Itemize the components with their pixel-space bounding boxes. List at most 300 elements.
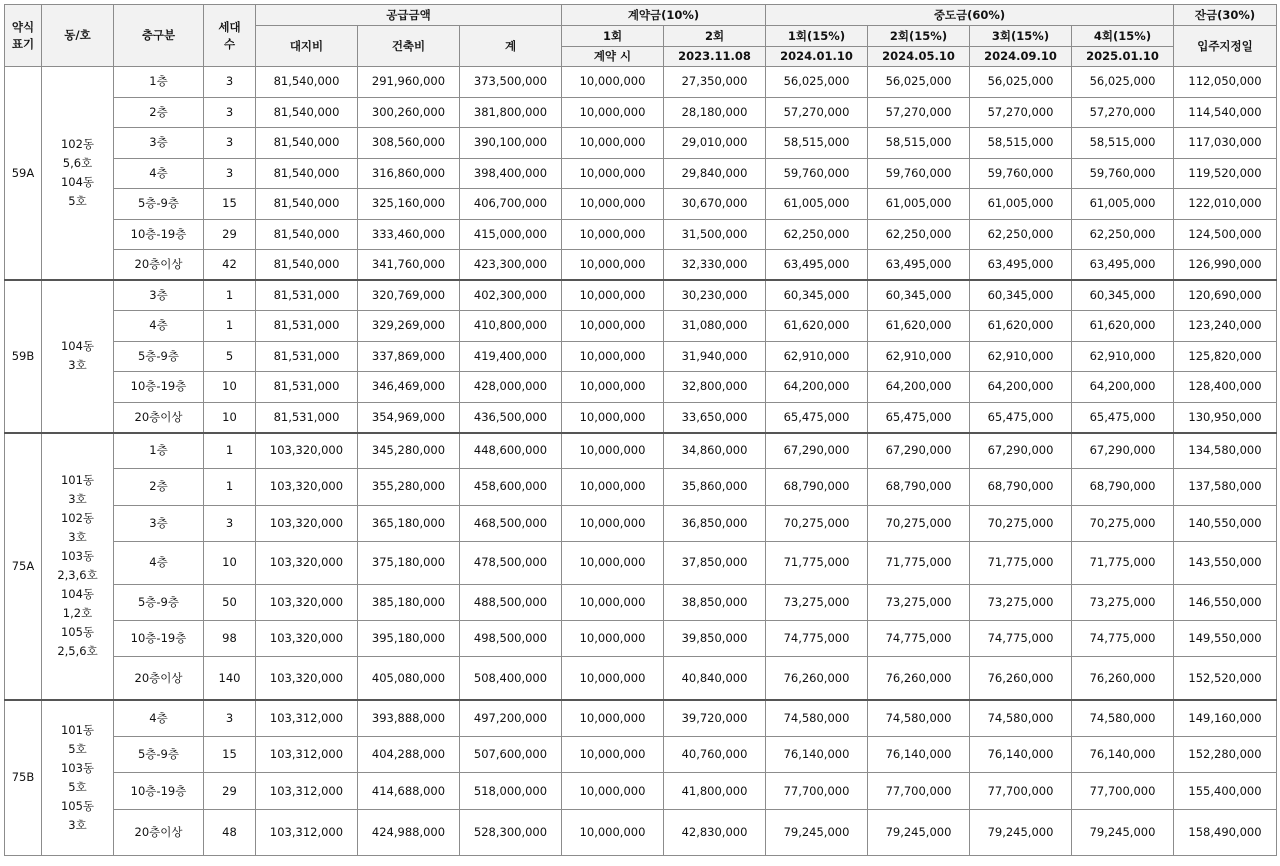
building-cost-cell: 316,860,000: [358, 158, 460, 189]
contract-2-cell: 29,010,000: [664, 128, 766, 159]
balance-cell: 120,690,000: [1174, 280, 1277, 311]
contract-1-cell: 10,000,000: [562, 736, 664, 773]
land-cost-cell: 103,320,000: [256, 657, 358, 700]
middle-4-cell: 59,760,000: [1072, 158, 1174, 189]
floor-cell: 20층이상: [114, 402, 204, 433]
building-cost-cell: 375,180,000: [358, 541, 460, 584]
building-cost-cell: 424,988,000: [358, 809, 460, 855]
balance-cell: 122,010,000: [1174, 189, 1277, 220]
contract-2-cell: 42,830,000: [664, 809, 766, 855]
header-contract-1: 1회: [562, 26, 664, 47]
middle-1-cell: 60,345,000: [766, 280, 868, 311]
middle-2-cell: 60,345,000: [868, 280, 970, 311]
total-cell: 448,600,000: [460, 433, 562, 469]
balance-cell: 130,950,000: [1174, 402, 1277, 433]
total-cell: 458,600,000: [460, 469, 562, 505]
contract-1-cell: 10,000,000: [562, 280, 664, 311]
land-cost-cell: 103,312,000: [256, 736, 358, 773]
middle-2-cell: 62,910,000: [868, 341, 970, 372]
middle-2-cell: 67,290,000: [868, 433, 970, 469]
table-row: [5, 541, 1277, 584]
middle-3-cell: 64,200,000: [970, 372, 1072, 403]
contract-1-cell: 10,000,000: [562, 158, 664, 189]
unit-type-cell: 59B: [5, 280, 42, 433]
table-row: [5, 372, 1277, 403]
contract-1-cell: 10,000,000: [562, 67, 664, 98]
middle-1-cell: 61,005,000: [766, 189, 868, 220]
land-cost-cell: 103,312,000: [256, 700, 358, 737]
households-cell: 3: [204, 67, 256, 98]
floor-cell: 5층-9층: [114, 341, 204, 372]
unit-type-cell: 75B: [5, 700, 42, 856]
contract-1-cell: 10,000,000: [562, 505, 664, 541]
building-cost-cell: 308,560,000: [358, 128, 460, 159]
land-cost-cell: 103,312,000: [256, 809, 358, 855]
header-middle-4: 4회(15%): [1072, 26, 1174, 47]
middle-4-cell: 76,260,000: [1072, 657, 1174, 700]
middle-2-cell: 57,270,000: [868, 97, 970, 128]
middle-2-cell: 70,275,000: [868, 505, 970, 541]
balance-cell: 140,550,000: [1174, 505, 1277, 541]
households-cell: 3: [204, 700, 256, 737]
households-cell: 15: [204, 189, 256, 220]
total-cell: 478,500,000: [460, 541, 562, 584]
middle-4-cell: 67,290,000: [1072, 433, 1174, 469]
building-cost-cell: 300,260,000: [358, 97, 460, 128]
floor-cell: 5층-9층: [114, 189, 204, 220]
land-cost-cell: 81,540,000: [256, 97, 358, 128]
middle-4-cell: 64,200,000: [1072, 372, 1174, 403]
building-cost-cell: 354,969,000: [358, 402, 460, 433]
middle-2-cell: 74,775,000: [868, 621, 970, 657]
middle-3-cell: 63,495,000: [970, 250, 1072, 281]
header-dong: 동/호: [42, 5, 114, 67]
balance-cell: 114,540,000: [1174, 97, 1277, 128]
middle-1-cell: 68,790,000: [766, 469, 868, 505]
contract-1-cell: 10,000,000: [562, 773, 664, 810]
building-cost-cell: 341,760,000: [358, 250, 460, 281]
contract-2-cell: 31,500,000: [664, 219, 766, 250]
middle-3-cell: 70,275,000: [970, 505, 1072, 541]
households-cell: 10: [204, 402, 256, 433]
households-cell: 3: [204, 505, 256, 541]
middle-2-cell: 62,250,000: [868, 219, 970, 250]
building-cost-cell: 395,180,000: [358, 621, 460, 657]
middle-4-cell: 79,245,000: [1072, 809, 1174, 855]
dong-ho-cell: 101동 5호 103동 5호 105동 3호: [42, 700, 114, 856]
middle-3-cell: 62,910,000: [970, 341, 1072, 372]
total-cell: 497,200,000: [460, 700, 562, 737]
supply-price-table: [4, 4, 1277, 856]
middle-2-cell: 63,495,000: [868, 250, 970, 281]
total-cell: 390,100,000: [460, 128, 562, 159]
header-middle-3: 3회(15%): [970, 26, 1072, 47]
contract-1-cell: 10,000,000: [562, 657, 664, 700]
header-middle-4-date: 2025.01.10: [1072, 47, 1174, 67]
balance-cell: 149,550,000: [1174, 621, 1277, 657]
balance-cell: 117,030,000: [1174, 128, 1277, 159]
floor-cell: 2층: [114, 469, 204, 505]
header-middle-2-date: 2024.05.10: [868, 47, 970, 67]
balance-cell: 123,240,000: [1174, 311, 1277, 342]
middle-4-cell: 74,775,000: [1072, 621, 1174, 657]
header-type: 약식 표기: [5, 5, 42, 67]
header-floor: 층구분: [114, 5, 204, 67]
balance-cell: 134,580,000: [1174, 433, 1277, 469]
middle-3-cell: 67,290,000: [970, 433, 1072, 469]
table-row: [5, 700, 1277, 737]
table-header: [5, 5, 1277, 67]
middle-1-cell: 74,775,000: [766, 621, 868, 657]
total-cell: 518,000,000: [460, 773, 562, 810]
middle-3-cell: 61,620,000: [970, 311, 1072, 342]
building-cost-cell: 365,180,000: [358, 505, 460, 541]
middle-2-cell: 64,200,000: [868, 372, 970, 403]
middle-4-cell: 63,495,000: [1072, 250, 1174, 281]
contract-2-cell: 28,180,000: [664, 97, 766, 128]
middle-1-cell: 67,290,000: [766, 433, 868, 469]
floor-cell: 4층: [114, 700, 204, 737]
middle-3-cell: 62,250,000: [970, 219, 1072, 250]
contract-1-cell: 10,000,000: [562, 469, 664, 505]
middle-2-cell: 79,245,000: [868, 809, 970, 855]
building-cost-cell: 385,180,000: [358, 584, 460, 620]
middle-4-cell: 60,345,000: [1072, 280, 1174, 311]
contract-1-cell: 10,000,000: [562, 584, 664, 620]
middle-3-cell: 59,760,000: [970, 158, 1072, 189]
header-contract-1-date: 계약 시: [562, 47, 664, 67]
dong-ho-cell: 104동 3호: [42, 280, 114, 433]
households-cell: 1: [204, 433, 256, 469]
middle-1-cell: 76,140,000: [766, 736, 868, 773]
total-cell: 423,300,000: [460, 250, 562, 281]
households-cell: 3: [204, 158, 256, 189]
middle-1-cell: 70,275,000: [766, 505, 868, 541]
contract-2-cell: 39,850,000: [664, 621, 766, 657]
land-cost-cell: 81,531,000: [256, 372, 358, 403]
header-supply-amount: 공급금액: [256, 5, 562, 26]
floor-cell: 4층: [114, 158, 204, 189]
contract-2-cell: 29,840,000: [664, 158, 766, 189]
land-cost-cell: 103,320,000: [256, 433, 358, 469]
land-cost-cell: 103,312,000: [256, 773, 358, 810]
contract-2-cell: 39,720,000: [664, 700, 766, 737]
balance-cell: 112,050,000: [1174, 67, 1277, 98]
contract-1-cell: 10,000,000: [562, 219, 664, 250]
balance-cell: 152,520,000: [1174, 657, 1277, 700]
middle-1-cell: 65,475,000: [766, 402, 868, 433]
land-cost-cell: 81,531,000: [256, 311, 358, 342]
table-row: [5, 584, 1277, 620]
contract-1-cell: 10,000,000: [562, 250, 664, 281]
middle-4-cell: 61,005,000: [1072, 189, 1174, 220]
middle-2-cell: 77,700,000: [868, 773, 970, 810]
contract-2-cell: 40,760,000: [664, 736, 766, 773]
middle-1-cell: 59,760,000: [766, 158, 868, 189]
table-row: [5, 67, 1277, 98]
middle-3-cell: 71,775,000: [970, 541, 1072, 584]
contract-1-cell: 10,000,000: [562, 541, 664, 584]
households-cell: 140: [204, 657, 256, 700]
middle-4-cell: 56,025,000: [1072, 67, 1174, 98]
middle-2-cell: 76,140,000: [868, 736, 970, 773]
land-cost-cell: 81,540,000: [256, 158, 358, 189]
middle-1-cell: 74,580,000: [766, 700, 868, 737]
table-row: [5, 128, 1277, 159]
land-cost-cell: 103,320,000: [256, 469, 358, 505]
land-cost-cell: 81,540,000: [256, 219, 358, 250]
middle-4-cell: 58,515,000: [1072, 128, 1174, 159]
header-land-cost: 대지비: [256, 26, 358, 67]
building-cost-cell: 346,469,000: [358, 372, 460, 403]
middle-3-cell: 74,580,000: [970, 700, 1072, 737]
price-table-container: [4, 4, 1277, 856]
balance-cell: 143,550,000: [1174, 541, 1277, 584]
total-cell: 419,400,000: [460, 341, 562, 372]
contract-2-cell: 32,800,000: [664, 372, 766, 403]
building-cost-cell: 291,960,000: [358, 67, 460, 98]
middle-2-cell: 65,475,000: [868, 402, 970, 433]
building-cost-cell: 329,269,000: [358, 311, 460, 342]
building-cost-cell: 404,288,000: [358, 736, 460, 773]
middle-2-cell: 61,005,000: [868, 189, 970, 220]
table-row: [5, 402, 1277, 433]
contract-2-cell: 31,080,000: [664, 311, 766, 342]
table-row: [5, 657, 1277, 700]
middle-4-cell: 74,580,000: [1072, 700, 1174, 737]
contract-2-cell: 40,840,000: [664, 657, 766, 700]
middle-3-cell: 56,025,000: [970, 67, 1072, 98]
header-contract-2: 2회: [664, 26, 766, 47]
floor-cell: 10층-19층: [114, 372, 204, 403]
land-cost-cell: 81,531,000: [256, 402, 358, 433]
middle-4-cell: 62,250,000: [1072, 219, 1174, 250]
total-cell: 402,300,000: [460, 280, 562, 311]
table-row: [5, 505, 1277, 541]
households-cell: 3: [204, 128, 256, 159]
contract-2-cell: 31,940,000: [664, 341, 766, 372]
table-row: [5, 311, 1277, 342]
middle-3-cell: 65,475,000: [970, 402, 1072, 433]
total-cell: 406,700,000: [460, 189, 562, 220]
middle-1-cell: 63,495,000: [766, 250, 868, 281]
total-cell: 410,800,000: [460, 311, 562, 342]
floor-cell: 4층: [114, 311, 204, 342]
households-cell: 1: [204, 469, 256, 505]
land-cost-cell: 103,320,000: [256, 621, 358, 657]
middle-1-cell: 64,200,000: [766, 372, 868, 403]
land-cost-cell: 81,540,000: [256, 67, 358, 98]
contract-1-cell: 10,000,000: [562, 433, 664, 469]
table-row: [5, 97, 1277, 128]
middle-1-cell: 76,260,000: [766, 657, 868, 700]
unit-type-cell: 59A: [5, 67, 42, 281]
contract-1-cell: 10,000,000: [562, 97, 664, 128]
building-cost-cell: 320,769,000: [358, 280, 460, 311]
middle-2-cell: 76,260,000: [868, 657, 970, 700]
middle-4-cell: 77,700,000: [1072, 773, 1174, 810]
building-cost-cell: 345,280,000: [358, 433, 460, 469]
middle-1-cell: 77,700,000: [766, 773, 868, 810]
middle-3-cell: 60,345,000: [970, 280, 1072, 311]
households-cell: 5: [204, 341, 256, 372]
total-cell: 398,400,000: [460, 158, 562, 189]
header-middle-3-date: 2024.09.10: [970, 47, 1072, 67]
header-middle-2: 2회(15%): [868, 26, 970, 47]
contract-2-cell: 36,850,000: [664, 505, 766, 541]
land-cost-cell: 103,320,000: [256, 541, 358, 584]
total-cell: 381,800,000: [460, 97, 562, 128]
table-row: [5, 433, 1277, 469]
households-cell: 15: [204, 736, 256, 773]
total-cell: 488,500,000: [460, 584, 562, 620]
households-cell: 48: [204, 809, 256, 855]
middle-4-cell: 71,775,000: [1072, 541, 1174, 584]
dong-ho-cell: 101동 3호 102동 3호 103동 2,3,6호 104동 1,2호 105동 2,5,6호: [42, 433, 114, 700]
middle-3-cell: 61,005,000: [970, 189, 1072, 220]
contract-2-cell: 30,230,000: [664, 280, 766, 311]
middle-2-cell: 59,760,000: [868, 158, 970, 189]
middle-4-cell: 76,140,000: [1072, 736, 1174, 773]
table-row: [5, 189, 1277, 220]
contract-1-cell: 10,000,000: [562, 311, 664, 342]
land-cost-cell: 81,531,000: [256, 341, 358, 372]
households-cell: 10: [204, 541, 256, 584]
middle-1-cell: 71,775,000: [766, 541, 868, 584]
header-middle-1: 1회(15%): [766, 26, 868, 47]
floor-cell: 1층: [114, 67, 204, 98]
building-cost-cell: 337,869,000: [358, 341, 460, 372]
land-cost-cell: 81,531,000: [256, 280, 358, 311]
balance-cell: 155,400,000: [1174, 773, 1277, 810]
contract-1-cell: 10,000,000: [562, 189, 664, 220]
building-cost-cell: 393,888,000: [358, 700, 460, 737]
middle-3-cell: 79,245,000: [970, 809, 1072, 855]
balance-cell: 158,490,000: [1174, 809, 1277, 855]
middle-1-cell: 57,270,000: [766, 97, 868, 128]
households-cell: 3: [204, 97, 256, 128]
middle-4-cell: 68,790,000: [1072, 469, 1174, 505]
table-row: [5, 736, 1277, 773]
floor-cell: 3층: [114, 505, 204, 541]
balance-cell: 119,520,000: [1174, 158, 1277, 189]
unit-type-cell: 75A: [5, 433, 42, 700]
contract-1-cell: 10,000,000: [562, 128, 664, 159]
floor-cell: 2층: [114, 97, 204, 128]
contract-1-cell: 10,000,000: [562, 402, 664, 433]
total-cell: 373,500,000: [460, 67, 562, 98]
header-middle-1-date: 2024.01.10: [766, 47, 868, 67]
table-row: [5, 469, 1277, 505]
households-cell: 10: [204, 372, 256, 403]
middle-3-cell: 77,700,000: [970, 773, 1072, 810]
header-balance-date: 입주지정일: [1174, 26, 1277, 67]
contract-2-cell: 41,800,000: [664, 773, 766, 810]
households-cell: 29: [204, 219, 256, 250]
land-cost-cell: 81,540,000: [256, 128, 358, 159]
contract-2-cell: 35,860,000: [664, 469, 766, 505]
balance-cell: 149,160,000: [1174, 700, 1277, 737]
middle-2-cell: 61,620,000: [868, 311, 970, 342]
middle-4-cell: 61,620,000: [1072, 311, 1174, 342]
contract-2-cell: 33,650,000: [664, 402, 766, 433]
table-body: [5, 67, 1277, 856]
land-cost-cell: 81,540,000: [256, 250, 358, 281]
contract-2-cell: 34,860,000: [664, 433, 766, 469]
middle-2-cell: 68,790,000: [868, 469, 970, 505]
middle-1-cell: 62,910,000: [766, 341, 868, 372]
households-cell: 42: [204, 250, 256, 281]
total-cell: 428,000,000: [460, 372, 562, 403]
balance-cell: 146,550,000: [1174, 584, 1277, 620]
contract-1-cell: 10,000,000: [562, 372, 664, 403]
floor-cell: 10층-19층: [114, 621, 204, 657]
balance-cell: 152,280,000: [1174, 736, 1277, 773]
middle-4-cell: 57,270,000: [1072, 97, 1174, 128]
contract-1-cell: 10,000,000: [562, 621, 664, 657]
households-cell: 1: [204, 280, 256, 311]
middle-1-cell: 79,245,000: [766, 809, 868, 855]
floor-cell: 5층-9층: [114, 584, 204, 620]
header-households: 세대 수: [204, 5, 256, 67]
header-contract-deposit: 계약금(10%): [562, 5, 766, 26]
households-cell: 1: [204, 311, 256, 342]
table-row: [5, 341, 1277, 372]
contract-1-cell: 10,000,000: [562, 700, 664, 737]
floor-cell: 10층-19층: [114, 219, 204, 250]
table-row: [5, 621, 1277, 657]
total-cell: 415,000,000: [460, 219, 562, 250]
middle-4-cell: 73,275,000: [1072, 584, 1174, 620]
middle-2-cell: 71,775,000: [868, 541, 970, 584]
balance-cell: 126,990,000: [1174, 250, 1277, 281]
contract-2-cell: 38,850,000: [664, 584, 766, 620]
total-cell: 436,500,000: [460, 402, 562, 433]
table-row: [5, 280, 1277, 311]
building-cost-cell: 405,080,000: [358, 657, 460, 700]
header-balance: 잔금(30%): [1174, 5, 1277, 26]
floor-cell: 20층이상: [114, 657, 204, 700]
floor-cell: 20층이상: [114, 809, 204, 855]
floor-cell: 3층: [114, 280, 204, 311]
floor-cell: 5층-9층: [114, 736, 204, 773]
building-cost-cell: 333,460,000: [358, 219, 460, 250]
floor-cell: 1층: [114, 433, 204, 469]
land-cost-cell: 103,320,000: [256, 584, 358, 620]
floor-cell: 20층이상: [114, 250, 204, 281]
building-cost-cell: 355,280,000: [358, 469, 460, 505]
land-cost-cell: 103,320,000: [256, 505, 358, 541]
households-cell: 50: [204, 584, 256, 620]
contract-2-cell: 27,350,000: [664, 67, 766, 98]
header-middle-payment: 중도금(60%): [766, 5, 1174, 26]
middle-3-cell: 76,140,000: [970, 736, 1072, 773]
header-building-cost: 건축비: [358, 26, 460, 67]
middle-3-cell: 76,260,000: [970, 657, 1072, 700]
table-row: [5, 773, 1277, 810]
floor-cell: 4층: [114, 541, 204, 584]
floor-cell: 10층-19층: [114, 773, 204, 810]
header-contract-2-date: 2023.11.08: [664, 47, 766, 67]
land-cost-cell: 81,540,000: [256, 189, 358, 220]
middle-1-cell: 73,275,000: [766, 584, 868, 620]
building-cost-cell: 414,688,000: [358, 773, 460, 810]
middle-1-cell: 62,250,000: [766, 219, 868, 250]
table-row: [5, 250, 1277, 281]
table-row: [5, 809, 1277, 855]
middle-3-cell: 57,270,000: [970, 97, 1072, 128]
middle-4-cell: 70,275,000: [1072, 505, 1174, 541]
